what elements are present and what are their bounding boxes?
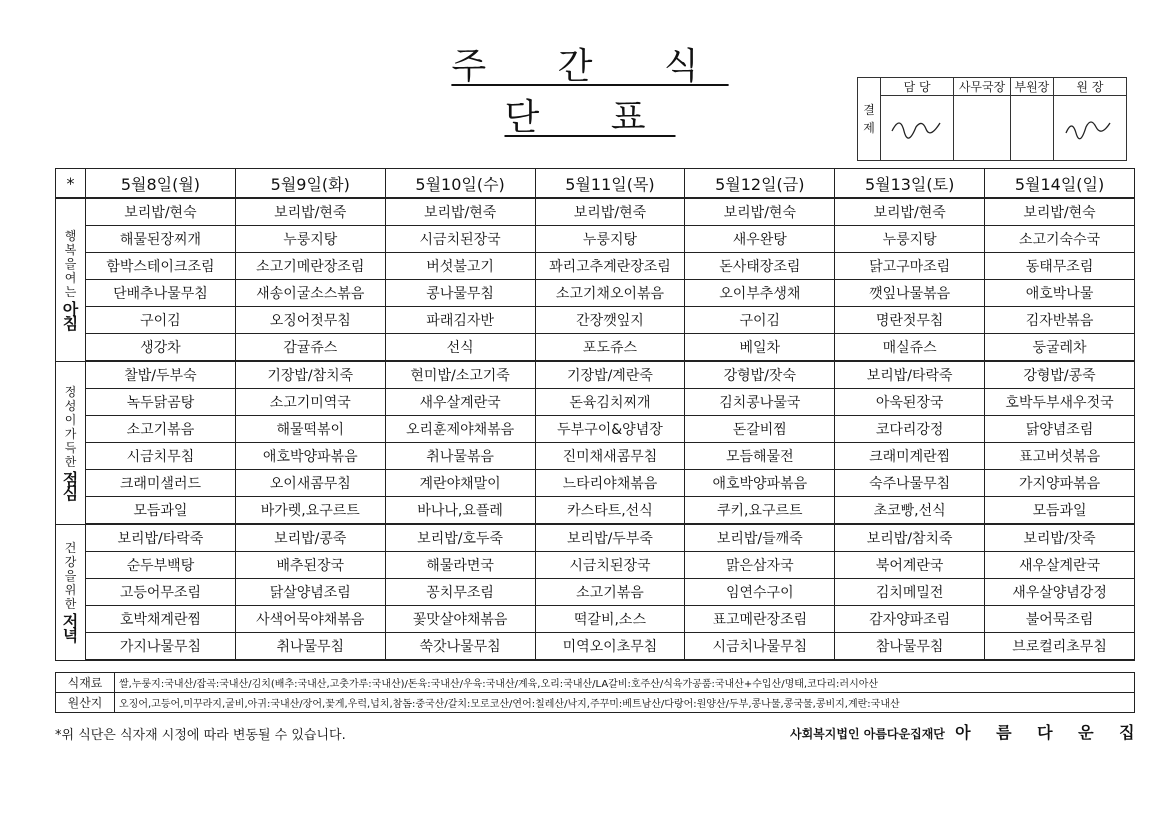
menu-cell: 보리밥/현숙 bbox=[985, 198, 1135, 226]
menu-cell: 쑥갓나물무침 bbox=[385, 633, 535, 661]
menu-cell: 취나물무침 bbox=[235, 633, 385, 661]
menu-cell: 참나물무침 bbox=[835, 633, 985, 661]
meal-label-name: 아 침 bbox=[62, 299, 79, 333]
signature-staff bbox=[881, 96, 954, 161]
menu-cell: 깻잎나물볶음 bbox=[835, 280, 985, 307]
menu-row bbox=[56, 280, 1135, 307]
menu-cell: 소고기채오이볶음 bbox=[535, 280, 685, 307]
menu-cell: 애호박나물 bbox=[985, 280, 1135, 307]
menu-cell: 돈갈비찜 bbox=[685, 416, 835, 443]
menu-cell: 북어계란국 bbox=[835, 552, 985, 579]
origin-table bbox=[55, 672, 1135, 713]
menu-cell: 배추된장국 bbox=[235, 552, 385, 579]
menu-cell: 카스타트,선식 bbox=[535, 497, 685, 525]
meal-label-phrase: 정 성 이 가 득 한 bbox=[64, 384, 77, 469]
menu-row bbox=[56, 416, 1135, 443]
approval-header-secretary: 사무국장 bbox=[954, 78, 1011, 96]
menu-cell: 애호박양파볶음 bbox=[235, 443, 385, 470]
day-header: 5월11일(목) bbox=[535, 169, 685, 199]
menu-row bbox=[56, 552, 1135, 579]
menu-cell: 소고기메란장조림 bbox=[235, 253, 385, 280]
menu-cell: 사색어묵야채볶음 bbox=[235, 606, 385, 633]
menu-row bbox=[56, 253, 1135, 280]
signature-secretary bbox=[954, 96, 1011, 161]
menu-cell: 브로컬리초무침 bbox=[985, 633, 1135, 661]
meal-label-name: 저 녁 bbox=[62, 612, 79, 645]
menu-cell: 감자양파조림 bbox=[835, 606, 985, 633]
menu-cell: 새우살양념강정 bbox=[985, 579, 1135, 606]
menu-cell: 떡갈비,소스 bbox=[535, 606, 685, 633]
menu-row bbox=[56, 524, 1135, 552]
origin-line-2: 오징어,고등어,미꾸라지,굴비,아귀:국내산/장어,꽃게,우럭,넙치,참돔:중국산/갈치:모로코산/연어:칠레산/낙지,주꾸미:베트남산/다랑어:원양산/두부,콩나물,콩국물,콩비지,계란:국내산 bbox=[115, 693, 1135, 713]
menu-cell: 해물떡볶이 bbox=[235, 416, 385, 443]
day-header: 5월12일(금) bbox=[685, 169, 835, 199]
menu-cell: 보리밥/콩죽 bbox=[235, 524, 385, 552]
day-header-row bbox=[56, 169, 1135, 199]
menu-cell: 시금치된장국 bbox=[385, 226, 535, 253]
menu-cell: 보리밥/현죽 bbox=[385, 198, 535, 226]
organization-name bbox=[790, 720, 1145, 743]
menu-cell: 포도쥬스 bbox=[535, 334, 685, 362]
menu-cell: 함박스테이크조림 bbox=[86, 253, 236, 280]
menu-cell: 보리밥/타락죽 bbox=[86, 524, 236, 552]
approval-header-staff: 담 당 bbox=[881, 78, 954, 96]
menu-cell: 모듬과일 bbox=[985, 497, 1135, 525]
menu-cell: 오징어젓무침 bbox=[235, 307, 385, 334]
menu-cell: 녹두닭곰탕 bbox=[86, 389, 236, 416]
menu-cell: 바가렛,요구르트 bbox=[235, 497, 385, 525]
menu-cell: 가지양파볶음 bbox=[985, 470, 1135, 497]
menu-cell: 구이김 bbox=[86, 307, 236, 334]
menu-cell: 초코빵,선식 bbox=[835, 497, 985, 525]
approval-box bbox=[857, 77, 1127, 161]
menu-cell: 명란젓무침 bbox=[835, 307, 985, 334]
menu-cell: 시금치나물무침 bbox=[685, 633, 835, 661]
menu-cell: 미역오이초무침 bbox=[535, 633, 685, 661]
origin-label-origin: 원산지 bbox=[56, 693, 115, 713]
page-title: 주 간 식 단 표 bbox=[451, 46, 729, 138]
menu-cell: 누룽지탕 bbox=[835, 226, 985, 253]
menu-cell: 호박두부새우젓국 bbox=[985, 389, 1135, 416]
menu-cell: 꽈리고추계란장조림 bbox=[535, 253, 685, 280]
menu-cell: 감귤쥬스 bbox=[235, 334, 385, 362]
menu-cell: 간장깻잎지 bbox=[535, 307, 685, 334]
menu-cell: 구이김 bbox=[685, 307, 835, 334]
menu-row bbox=[56, 606, 1135, 633]
menu-cell: 코다리강정 bbox=[835, 416, 985, 443]
menu-cell: 새송이굴소스볶음 bbox=[235, 280, 385, 307]
menu-cell: 보리밥/두부죽 bbox=[535, 524, 685, 552]
menu-cell: 바나나,요플레 bbox=[385, 497, 535, 525]
menu-cell: 보리밥/현죽 bbox=[835, 198, 985, 226]
menu-cell: 소고기숙수국 bbox=[985, 226, 1135, 253]
menu-cell: 동태무조림 bbox=[985, 253, 1135, 280]
meal-label-name: 점 심 bbox=[62, 469, 79, 503]
menu-cell: 김치메밀전 bbox=[835, 579, 985, 606]
menu-row bbox=[56, 633, 1135, 661]
menu-cell: 계란야채말이 bbox=[385, 470, 535, 497]
menu-cell: 보리밥/타락죽 bbox=[835, 361, 985, 389]
menu-cell: 숙주나물무침 bbox=[835, 470, 985, 497]
day-header: 5월9일(화) bbox=[235, 169, 385, 199]
menu-cell: 둥굴레차 bbox=[985, 334, 1135, 362]
menu-cell: 매실쥬스 bbox=[835, 334, 985, 362]
menu-cell: 새우살계란국 bbox=[985, 552, 1135, 579]
menu-body bbox=[56, 198, 1135, 660]
menu-cell: 닭양념조림 bbox=[985, 416, 1135, 443]
menu-cell: 크래미샐러드 bbox=[86, 470, 236, 497]
approval-header-vice-director: 부원장 bbox=[1010, 78, 1053, 96]
menu-cell: 기장밥/계란죽 bbox=[535, 361, 685, 389]
menu-cell: 크래미계란찜 bbox=[835, 443, 985, 470]
menu-cell: 해물라면국 bbox=[385, 552, 535, 579]
menu-cell: 현미밥/소고기죽 bbox=[385, 361, 535, 389]
menu-cell: 보리밥/현죽 bbox=[535, 198, 685, 226]
menu-cell: 강형밥/잣숙 bbox=[685, 361, 835, 389]
menu-cell: 보리밥/들깨죽 bbox=[685, 524, 835, 552]
menu-cell: 생강차 bbox=[86, 334, 236, 362]
menu-cell: 임연수구이 bbox=[685, 579, 835, 606]
origin-label-ingredients: 식재료 bbox=[56, 673, 115, 693]
menu-cell: 맑은삼자국 bbox=[685, 552, 835, 579]
menu-cell: 가지나물무침 bbox=[86, 633, 236, 661]
corner-cell: * bbox=[56, 169, 86, 199]
signature-director bbox=[1053, 96, 1126, 161]
menu-cell: 오이부추생채 bbox=[685, 280, 835, 307]
approval-side-label: 결 제 bbox=[858, 78, 881, 161]
menu-cell: 취나물볶음 bbox=[385, 443, 535, 470]
weekly-menu-table bbox=[55, 168, 1135, 661]
menu-cell: 콩나물무침 bbox=[385, 280, 535, 307]
menu-cell: 보리밥/현숙 bbox=[685, 198, 835, 226]
day-header: 5월10일(수) bbox=[385, 169, 535, 199]
menu-cell: 꽃맛살야채볶음 bbox=[385, 606, 535, 633]
menu-row bbox=[56, 497, 1135, 525]
organization-prefix: 사회복지법인 아름다운집재단 bbox=[790, 727, 945, 741]
menu-cell: 닭살양념조림 bbox=[235, 579, 385, 606]
menu-cell: 호박채계란찜 bbox=[86, 606, 236, 633]
menu-cell: 해물된장찌개 bbox=[86, 226, 236, 253]
meal-label bbox=[56, 524, 86, 660]
menu-cell: 소고기미역국 bbox=[235, 389, 385, 416]
menu-row bbox=[56, 226, 1135, 253]
menu-cell: 쿠키,요구르트 bbox=[685, 497, 835, 525]
menu-cell: 시금치무침 bbox=[86, 443, 236, 470]
menu-row bbox=[56, 361, 1135, 389]
menu-cell: 보리밥/현숙 bbox=[86, 198, 236, 226]
menu-row bbox=[56, 443, 1135, 470]
menu-cell: 소고기볶음 bbox=[86, 416, 236, 443]
origin-line-1: 쌀,누룽지:국내산/잡곡:국내산/김치(배추:국내산,고춧가루:국내산)/돈육:국내산/우육:국내산/계육,오리:국내산/LA갈비:호주산/식육가공품:국내산+수입산/명태,코다리:러시아산 bbox=[115, 673, 1135, 693]
menu-cell: 모듬과일 bbox=[86, 497, 236, 525]
menu-cell: 닭고구마조림 bbox=[835, 253, 985, 280]
menu-row bbox=[56, 470, 1135, 497]
menu-cell: 오리훈제야채볶음 bbox=[385, 416, 535, 443]
day-header: 5월14일(일) bbox=[985, 169, 1135, 199]
menu-cell: 불어묵조림 bbox=[985, 606, 1135, 633]
menu-cell: 소고기볶음 bbox=[535, 579, 685, 606]
menu-cell: 꽁치무조림 bbox=[385, 579, 535, 606]
menu-cell: 돈육김치찌개 bbox=[535, 389, 685, 416]
menu-cell: 누룽지탕 bbox=[535, 226, 685, 253]
meal-label bbox=[56, 198, 86, 361]
menu-cell: 표고버섯볶음 bbox=[985, 443, 1135, 470]
menu-cell: 표고메란장조림 bbox=[685, 606, 835, 633]
menu-cell: 기장밥/참치죽 bbox=[235, 361, 385, 389]
menu-cell: 보리밥/참치죽 bbox=[835, 524, 985, 552]
menu-cell: 찰밥/두부숙 bbox=[86, 361, 236, 389]
day-header: 5월13일(토) bbox=[835, 169, 985, 199]
day-header: 5월8일(월) bbox=[86, 169, 236, 199]
menu-cell: 김치콩나물국 bbox=[685, 389, 835, 416]
menu-cell: 누룽지탕 bbox=[235, 226, 385, 253]
meal-label-phrase: 행 복 을 여 는 bbox=[64, 228, 77, 299]
menu-cell: 버섯불고기 bbox=[385, 253, 535, 280]
menu-cell: 파래김자반 bbox=[385, 307, 535, 334]
meal-label-phrase: 건 강 을 위 한 bbox=[64, 541, 77, 611]
menu-row bbox=[56, 198, 1135, 226]
menu-cell: 새우살계란국 bbox=[385, 389, 535, 416]
approval-header-director: 원 장 bbox=[1053, 78, 1126, 96]
menu-cell: 아욱된장국 bbox=[835, 389, 985, 416]
menu-cell: 진미채새콤무침 bbox=[535, 443, 685, 470]
menu-row bbox=[56, 579, 1135, 606]
signature-vice-director bbox=[1010, 96, 1053, 161]
menu-cell: 보리밥/현죽 bbox=[235, 198, 385, 226]
menu-cell: 느타리야채볶음 bbox=[535, 470, 685, 497]
handwritten-signature-icon bbox=[887, 111, 947, 141]
menu-cell: 시금치된장국 bbox=[535, 552, 685, 579]
menu-change-note: *위 식단은 식자재 시정에 따라 변동될 수 있습니다. bbox=[55, 728, 346, 743]
menu-cell: 새우완탕 bbox=[685, 226, 835, 253]
menu-cell: 두부구이&양념장 bbox=[535, 416, 685, 443]
menu-row bbox=[56, 389, 1135, 416]
meal-label bbox=[56, 361, 86, 524]
menu-cell: 돈사태장조림 bbox=[685, 253, 835, 280]
handwritten-signature-icon bbox=[1060, 111, 1120, 141]
menu-cell: 순두부백탕 bbox=[86, 552, 236, 579]
menu-row bbox=[56, 334, 1135, 362]
menu-cell: 오이새콤무침 bbox=[235, 470, 385, 497]
menu-cell: 강형밥/콩죽 bbox=[985, 361, 1135, 389]
menu-row bbox=[56, 307, 1135, 334]
menu-cell: 베일차 bbox=[685, 334, 835, 362]
menu-cell: 김자반볶음 bbox=[985, 307, 1135, 334]
menu-cell: 애호박양파볶음 bbox=[685, 470, 835, 497]
menu-cell: 고등어무조림 bbox=[86, 579, 236, 606]
menu-cell: 모듬해물전 bbox=[685, 443, 835, 470]
menu-cell: 보리밥/호두죽 bbox=[385, 524, 535, 552]
menu-cell: 보리밥/잣죽 bbox=[985, 524, 1135, 552]
organization-short-name: 아 름 다 운 집 bbox=[955, 723, 1145, 742]
menu-cell: 선식 bbox=[385, 334, 535, 362]
menu-cell: 단배추나물무침 bbox=[86, 280, 236, 307]
